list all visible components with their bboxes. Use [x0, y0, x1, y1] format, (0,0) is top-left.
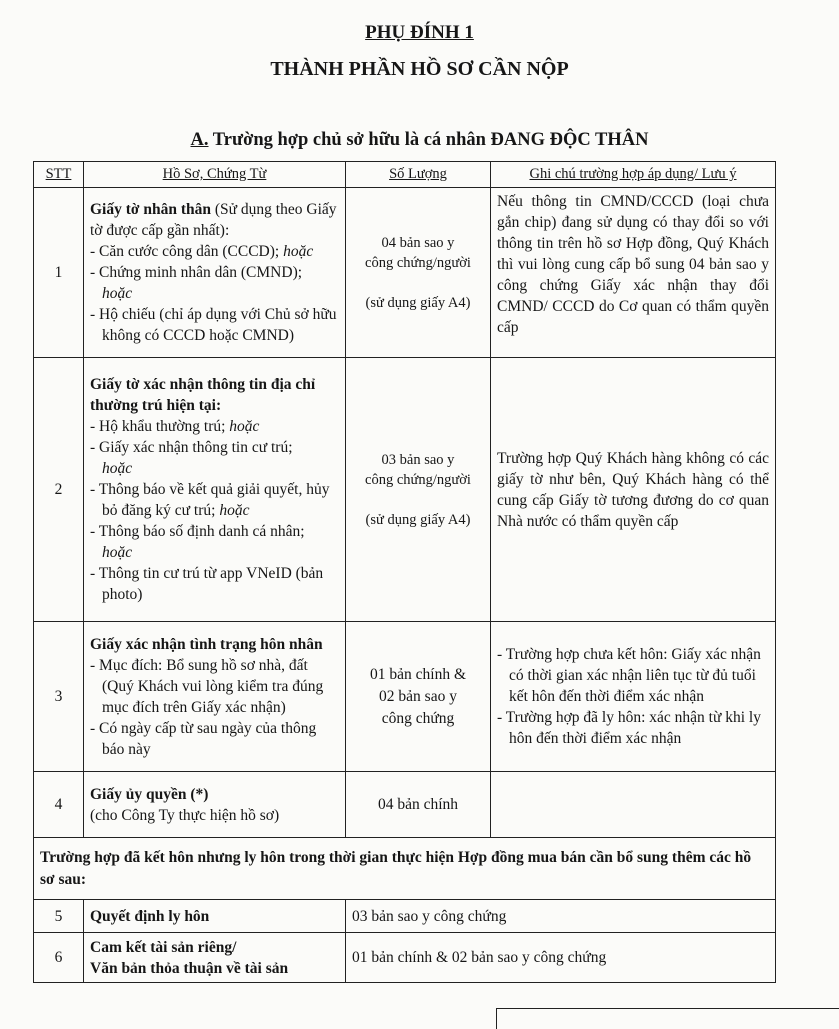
row-number: 2 — [34, 358, 84, 622]
row-number: 6 — [34, 933, 84, 983]
header-notes: Ghi chú trường hợp áp dụng/ Lưu ý — [491, 162, 776, 188]
document-title-suffix: (Sử dụng theo Giấy tờ được cấp gần nhất): — [90, 201, 337, 239]
quantity-line: công chứng/người — [365, 471, 471, 488]
note-item: - Trường hợp chưa kết hôn: Giấy xác nhận có thời gian xác nhận liên tục từ đủ tuổi kết hôn đến thời điểm xác nhận — [497, 646, 761, 705]
quantity-line: 01 bản chính & — [370, 665, 466, 683]
document-title-bold: Giấy tờ nhân thân — [90, 201, 211, 218]
table-row — [34, 622, 776, 772]
document-cell — [84, 772, 346, 838]
quantity-paper-note: (sử dụng giấy A4) — [365, 294, 471, 311]
note-cell — [491, 622, 776, 772]
quantity-paper-note: (sử dụng giấy A4) — [365, 511, 471, 528]
row-number: 4 — [34, 772, 84, 838]
list-item: - Thông báo số định danh cá nhân; — [90, 523, 305, 540]
document-cell — [84, 188, 346, 358]
document-title-line — [90, 199, 339, 241]
table-header-row — [34, 162, 776, 188]
note-item: - Trường hợp đã ly hôn: xác nhận từ khi ly hôn đến thời điểm xác nhận — [497, 709, 761, 747]
table-row — [34, 358, 776, 622]
document-cell — [84, 933, 346, 983]
document-title-line: Giấy ủy quyền (*) — [90, 785, 209, 803]
list-item: - Hộ khẩu thường trú; hoặc — [90, 418, 260, 435]
header-stt: STT — [34, 162, 84, 188]
quantity-line: 03 bản sao y — [381, 451, 455, 468]
quantity-line: công chứng/người — [365, 254, 471, 271]
table-row — [34, 772, 776, 838]
list-item: - Hộ chiếu (chỉ áp dụng với Chủ sở hữu không có CCCD hoặc CMND) — [90, 306, 337, 344]
table-row — [34, 188, 776, 358]
list-item: - Giấy xác nhận thông tin cư trú; — [90, 439, 293, 456]
list-item-cont: hoặc — [102, 460, 133, 477]
quantity-cell — [346, 188, 491, 358]
document-subtitle: (cho Công Ty thực hiện hồ sơ) — [90, 806, 280, 824]
document-cell — [84, 358, 346, 622]
document-title-line: Cam kết tài sản riêng/ — [90, 938, 237, 956]
row-number: 5 — [34, 900, 84, 933]
note-cell: Trường hợp Quý Khách hàng không có các giấy tờ như bên, Quý Khách hàng có thể cung cấp Giấy tờ tương đương do cơ quan Nhà nước có thẩm quyền cấp — [491, 358, 776, 622]
list-item-cont: hoặc — [102, 544, 133, 561]
row-number: 1 — [34, 188, 84, 358]
list-item: - Thông tin cư trú từ app VNeID (bản photo) — [90, 565, 324, 603]
quantity-cell: 03 bản sao y công chứng — [346, 900, 776, 933]
document-title-line: Văn bản thỏa thuận về tài sản — [90, 959, 289, 977]
appendix-title: PHỤ ĐÍNH 1 — [365, 22, 474, 43]
list-item: - Thông báo về kết quả giải quyết, hủy bỏ đăng ký cư trú; hoặc — [90, 481, 330, 519]
table-row — [34, 838, 776, 900]
table-row — [34, 900, 776, 933]
list-item: - Căn cước công dân (CCCD); hoặc — [90, 243, 314, 260]
quantity-line: công chứng — [381, 709, 455, 727]
header-quantity: Số Lượng — [346, 162, 491, 188]
document-title-line: Giấy tờ xác nhận thông tin địa chỉ thường trú hiện tại: — [90, 376, 316, 414]
document-title-line: Giấy xác nhận tình trạng hôn nhân — [90, 635, 323, 653]
section-text: Trường hợp chủ sở hữu là cá nhân ĐANG ĐỘC THÂN — [208, 130, 649, 150]
note-cell — [491, 772, 776, 838]
quantity-line: 04 bản sao y — [381, 234, 455, 251]
list-item: - Chứng minh nhân dân (CMND); — [90, 264, 303, 281]
divorce-note: Trường hợp đã kết hôn nhưng ly hôn trong thời gian thực hiện Hợp đồng mua bán cần bổ sung thêm các hồ sơ sau: — [34, 838, 776, 900]
list-item: - Có ngày cấp từ sau ngày của thông báo này — [90, 719, 317, 758]
list-item-cont: hoặc — [102, 285, 133, 302]
table-row — [34, 933, 776, 983]
list-item: - Mục đích: Bổ sung hồ sơ nhà, đất (Quý Khách vui lòng kiểm tra đúng mục đích trên Giấy xác nhận) — [90, 656, 324, 716]
quantity-cell — [346, 358, 491, 622]
section-letter: A. — [190, 130, 209, 150]
document-cell — [84, 622, 346, 772]
documents-table — [33, 161, 776, 983]
signature-box — [496, 1008, 839, 1029]
row-number: 3 — [34, 622, 84, 772]
quantity-line: 02 bản sao y — [379, 687, 457, 705]
quantity-cell: 01 bản chính & 02 bản sao y công chứng — [346, 933, 776, 983]
quantity-cell: 04 bản chính — [346, 772, 491, 838]
document-cell: Quyết định ly hôn — [84, 900, 346, 933]
header-documents: Hồ Sơ, Chứng Từ — [84, 162, 346, 188]
note-cell: Nếu thông tin CMND/CCCD (loại chưa gắn chip) đang sử dụng có thay đổi so với thông tin trên hồ sơ Hợp đồng, Quý Khách thì vui lòng cung cấp bổ sung 04 bản sao y công chứng Giấy xác nhận thay đổi CMND/ CCCD do Cơ quan có thẩm quyền cấp — [491, 188, 776, 358]
section-heading — [0, 130, 839, 151]
quantity-cell — [346, 622, 491, 772]
document-title: THÀNH PHẦN HỒ SƠ CẦN NỘP — [270, 58, 569, 80]
